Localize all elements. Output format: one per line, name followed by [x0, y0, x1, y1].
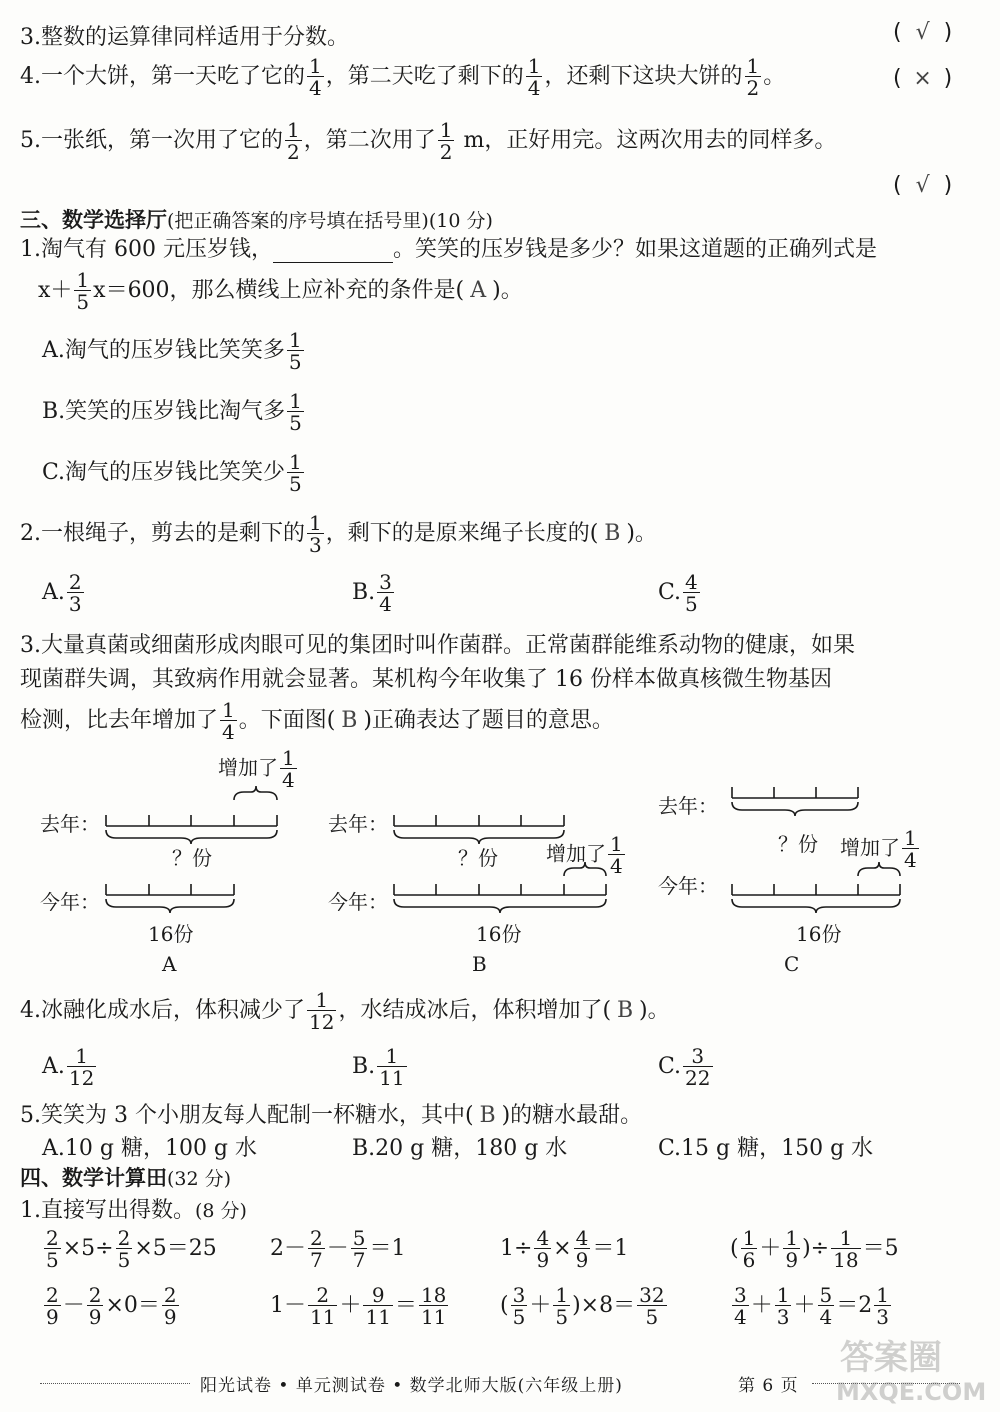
s3q4-text: 4.冰融化成水后，体积减少了: [20, 998, 305, 1023]
s3q4-answer: B: [616, 998, 634, 1023]
s3q4-close: )。: [639, 998, 670, 1023]
judge-q5-text-pre: 5.一张纸，第一次用了它的: [20, 128, 283, 153]
option-text: B.笑笑的压岁钱比淘气多: [42, 399, 286, 424]
s3q5-answer: B: [479, 1103, 496, 1128]
s3q3-answer: B: [341, 708, 358, 733]
fraction: $\frac{1}{4}$: [527, 54, 541, 100]
calc-r1-c1: $\frac{2}{5}$ ×5÷ $\frac{2}{5}$ ×5＝25: [46, 1226, 217, 1272]
fraction: $\frac{1}{3}$: [309, 511, 322, 557]
s3q5: [20, 1098, 642, 1129]
s3q5-option-b: B.20 g 糖，180 g 水: [352, 1136, 568, 1161]
fraction: $\frac{1}{11}$: [379, 1044, 405, 1090]
s3q5-text-post: )的糖水最甜。: [501, 1103, 643, 1128]
diagram-b-label: B: [472, 952, 487, 976]
s3q3-line1: 3.大量真菌或细菌形成肉眼可见的集团时叫作菌群。正常菌群能维系动物的健康，如果: [20, 633, 855, 658]
s3q2-option-a: A. $\frac{2}{3}$: [42, 570, 82, 616]
diagram-c-increase-label: 增加了 $\frac{1}{4}$: [840, 826, 917, 872]
watermark-site: MXQE.COM: [836, 1378, 987, 1406]
s4q1: [20, 1193, 247, 1224]
diagram-b-unknown: ？份: [458, 846, 498, 870]
s4q1-note: (8 分): [195, 1200, 247, 1222]
s3q5-option-c: C.15 g 糖，150 g 水: [658, 1136, 874, 1161]
calc-r2-c3: ( $\frac{3}{5}$ ＋ $\frac{1}{5}$ )×8＝ $\frac{32}{5}$: [500, 1283, 665, 1329]
fraction: $\frac{1}{5}$: [288, 328, 302, 374]
fraction: $\frac{1}{4}$: [610, 832, 623, 878]
s3q1-eq: x＋: [38, 278, 73, 303]
calc-r2-c4: $\frac{3}{4}$ ＋ $\frac{1}{3}$ ＋ $\frac{5}{4}$ ＝2 $\frac{1}{3}$: [734, 1283, 889, 1329]
fraction: $\frac{1}{5}$: [289, 450, 302, 496]
section4-heading: [20, 1162, 231, 1192]
fraction: $\frac{1}{12}$: [309, 988, 335, 1034]
judge-q4-text-mid: ，第二天吃了剩下的: [325, 64, 524, 89]
footer-title: 阳光试卷 • 单元测试卷 • 数学北师大版(六年级上册): [200, 1376, 623, 1396]
s3q2-close: )。: [626, 521, 657, 546]
fraction: $\frac{4}{5}$: [685, 570, 698, 616]
s3q3-line2: 现菌群失调，其致病作用就会显著。某机构今年收集了 16 份样本做真核微生物基因: [20, 667, 832, 692]
watermark-logo: 答案圈: [840, 1338, 942, 1378]
diagram-b-last-year: 去年：: [328, 812, 388, 836]
diagram-a-last-year: 去年：: [40, 812, 100, 836]
s3q4-option-a: A. $\frac{1}{12}$: [42, 1044, 95, 1090]
fraction: $\frac{1}{4}$: [309, 54, 322, 100]
diagram-a-this-year: 今年：: [40, 890, 100, 914]
judge-q4-text-post: ，还剩下这块大饼的: [544, 64, 743, 89]
footer-dotline-left: [40, 1383, 190, 1384]
judge-q3-text: 3.整数的运算律同样适用于分数。: [20, 25, 349, 50]
diagram-c-last-year: 去年：: [658, 794, 718, 818]
s3q1-text: 1.淘气有 600 元压岁钱，: [20, 237, 273, 262]
fraction: $\frac{1}{4}$: [282, 746, 295, 792]
s3q2-option-c: C. $\frac{4}{5}$: [658, 570, 698, 616]
calc-r1-c4: ( $\frac{1}{6}$ ＋ $\frac{1}{9}$ )÷ $\frac{1}{18}$ ＝5: [730, 1226, 899, 1272]
s3q1-text-post: 。笑笑的压岁钱是多少？如果这道题的正确列式是: [392, 237, 877, 262]
s3q3-text: 检测，比去年增加了: [20, 708, 219, 733]
diagram-b-count: 16份: [476, 922, 522, 946]
calc-r2-c2: 1－ $\frac{2}{11}$ ＋ $\frac{9}{11}$ ＝ $\frac{18}{11}$: [270, 1283, 447, 1329]
fraction: $\frac{1}{5}$: [289, 389, 302, 435]
fraction: $\frac{1}{12}$: [68, 1044, 95, 1090]
judge-q5-text-mid: ，第二次用了: [303, 128, 436, 153]
s3q4-text-post: ，水结成冰后，体积增加了(: [338, 998, 612, 1023]
s3q1-close: )。: [492, 278, 523, 303]
s4q1-text: 1.直接写出得数。: [20, 1198, 195, 1223]
judge-q4-answer-box: ( × ): [893, 66, 953, 91]
judge-q3-answer: √: [915, 20, 930, 45]
fraction: $\frac{1}{2}$: [287, 118, 300, 164]
s3q2-text: 2.一根绳子，剪去的是剩下的: [20, 521, 305, 546]
s3q3-text-post: 。下面图(: [238, 708, 336, 733]
calc-r1-c2: 2－ $\frac{2}{7}$ － $\frac{5}{7}$ ＝1: [270, 1226, 406, 1272]
option-text: A.淘气的压岁钱比笑笑多: [42, 338, 285, 363]
s3q2-text-post: ，剩下的是原来绳子长度的(: [325, 521, 599, 546]
fraction: $\frac{1}{5}$: [76, 268, 90, 314]
s3q5-option-a: A.10 g 糖，100 g 水: [42, 1136, 258, 1161]
judge-q3-answer-box: ( √ ): [893, 20, 953, 45]
diagram-b-this-year: 今年：: [328, 890, 388, 914]
s3q5-text: 5.笑笑为 3 个小朋友每人配制一杯糖水，其中(: [20, 1103, 474, 1128]
section3-note: (把正确答案的序号填在括号里)(10 分): [167, 210, 493, 232]
s3q1-answer: A: [470, 278, 487, 303]
diagram-a-label: A: [162, 952, 177, 976]
judge-q4-answer: ×: [913, 66, 932, 91]
footer-page: 第 6 页: [738, 1376, 799, 1396]
fraction: $\frac{1}{4}$: [222, 698, 235, 744]
s3q4-option-c: C. $\frac{3}{22}$: [658, 1044, 711, 1090]
s3q3-text-end: )正确表达了题目的意思。: [363, 708, 614, 733]
diagram-b-increase-label: 增加了 $\frac{1}{4}$: [546, 832, 623, 878]
s3q2-option-b: B. $\frac{3}{4}$: [352, 570, 392, 616]
judge-q5-answer-box: ( √ ): [893, 173, 953, 198]
diagram-a-increase-label: 增加了 $\frac{1}{4}$: [218, 746, 295, 792]
calc-r2-c1: $\frac{2}{9}$ － $\frac{2}{9}$ ×0＝ $\frac{2}{9}$: [46, 1283, 177, 1329]
fraction: $\frac{1}{4}$: [904, 826, 917, 872]
diagram-c-count: 16份: [796, 922, 842, 946]
judge-q4-text-pre: 4.一个大饼，第一天吃了它的: [20, 64, 305, 89]
section4-note: (32 分): [167, 1168, 232, 1190]
diagram-c-this-year: 今年：: [658, 874, 718, 898]
section4-title: 四、数学计算田: [20, 1165, 167, 1190]
s3q4-option-b: B. $\frac{1}{11}$: [352, 1044, 405, 1090]
judge-q5-answer: √: [915, 173, 930, 198]
fraction: $\frac{3}{22}$: [685, 1044, 711, 1090]
judge-q5-text-post: m，正好用完。这两次用去的同样多。: [463, 128, 837, 153]
diagram-a-unknown: ？份: [172, 846, 212, 870]
judge-q4-text-end: 。: [763, 64, 786, 89]
option-text: C.淘气的压岁钱比笑笑少: [42, 460, 286, 485]
diagram-c-label: C: [784, 952, 800, 976]
fraction: $\frac{1}{2}$: [439, 118, 453, 164]
s3q2-answer: B: [604, 521, 621, 546]
s3q4: [20, 990, 670, 1032]
fraction: $\frac{2}{3}$: [68, 570, 82, 616]
diagram-c-unknown: ？份: [778, 832, 818, 856]
diagram-a-count: 16份: [148, 922, 194, 946]
fraction: $\frac{3}{4}$: [379, 570, 392, 616]
s3q1-eq-rest: x＝600，那么横线上应补充的条件是(: [93, 278, 465, 303]
fraction: $\frac{1}{2}$: [746, 54, 760, 100]
section3-title: 三、数学选择厅: [20, 207, 167, 232]
calc-r1-c3: 1÷ $\frac{4}{9}$ × $\frac{4}{9}$ ＝1: [500, 1226, 629, 1272]
